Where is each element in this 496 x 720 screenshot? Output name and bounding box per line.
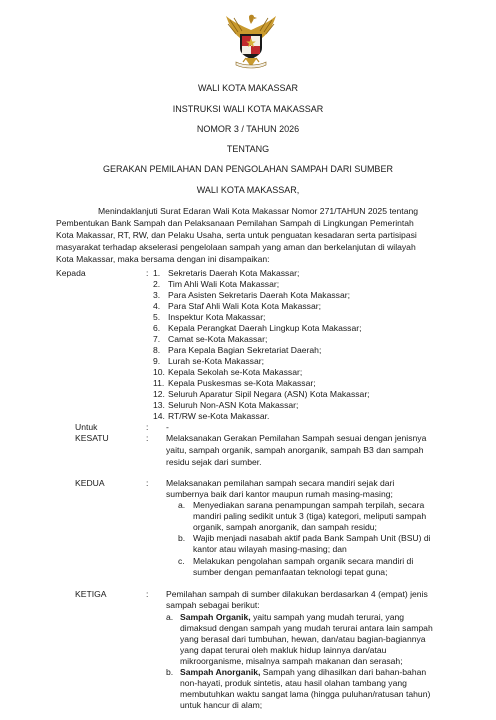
preamble-line: Menindaklanjuti Surat Edaran Wali Kota Makassar Nomor 271/TAHUN 2025 tentang (98, 206, 419, 216)
recipient-number: 8. (153, 345, 161, 355)
kedua-label: KEDUA (75, 478, 105, 488)
recipient-number: 14. (153, 411, 165, 421)
recipient-number: 1. (153, 268, 161, 278)
recipient-number: 6. (153, 323, 161, 333)
untuk-colon: : (146, 422, 149, 432)
document-number: NOMOR 3 / TAHUN 2026 (196, 124, 300, 134)
ketiga-item-line: yaitu sampah yang mudah terurai, yang (253, 612, 405, 622)
recipient-number: 13. (153, 400, 165, 410)
kedua-item-num: b. (178, 533, 186, 543)
preamble-line: Kota Makassar, RT, RW, dan Pelaku Usaha, serta untuk penguatan kesadaran serta partisipasi (56, 230, 417, 240)
ketiga-item-num: a. (166, 612, 174, 622)
ketiga-item-num: b. (166, 667, 174, 677)
ketiga-item-term: Sampah Anorganik, (180, 667, 261, 677)
recipient-number: 11. (153, 378, 165, 388)
kedua-line: Melaksanakan pemilahan sampah secara mandiri sejak dari (166, 478, 395, 488)
ketiga-item-line: dimaksud dengan sampah yang mudah terurai antara lain sampah (180, 623, 433, 633)
ketiga-label: KETIGA (75, 589, 107, 599)
recipient-name: Kepala Puskesmas se-Kota Makassar; (168, 378, 316, 388)
recipient-number: 5. (153, 312, 161, 322)
recipient-name: Tim Ahli Wali Kota Makassar; (168, 279, 280, 289)
ketiga-item-line: non-hayati, produk sintetis, atau hasil olahan tambang yang (180, 678, 407, 688)
preamble-line: Kota Makassar, maka bersama dengan ini disampaikan: (56, 254, 270, 264)
recipient-name: RT/RW se-Kota Makassar. (168, 411, 270, 421)
recipient-name: Para Staf Ahli Wali Kota Kota Makassar; (168, 301, 322, 311)
recipient-number: 7. (153, 334, 161, 344)
untuk-label: Untuk (75, 422, 98, 432)
document-type: INSTRUKSI WALI KOTA MAKASSAR (172, 104, 324, 114)
kedua-item-line: kantor atau wilayah masing-masing; dan (193, 544, 347, 554)
document-subject: GERAKAN PEMILAHAN DAN PENGOLAHAN SAMPAH DARI SUMBER (103, 164, 393, 174)
signer-heading: WALI KOTA MAKASSAR, (196, 185, 300, 195)
about-label: TENTANG (226, 144, 270, 154)
recipient-number: 2. (153, 279, 161, 289)
recipient-number: 12. (153, 389, 165, 399)
ketiga-item-line: untuk hancur di alam; (180, 700, 263, 710)
recipient-name: Kepala Sekolah se-Kota Makassar; (168, 367, 303, 377)
recipient-number: 3. (153, 290, 161, 300)
recipient-number: 4. (153, 301, 161, 311)
kedua-item-line: mandiri paling sedikit untuk 3 (tiga) kategori, meliputi sampah (193, 511, 427, 521)
recipient-name: Lurah se-Kota Makassar; (168, 356, 265, 366)
recipient-name: Inspektur Kota Makassar; (168, 312, 266, 322)
kesatu-label: KESATU (75, 433, 109, 443)
ketiga-item-line: Sampah yang dihasilkan dari bahan-bahan (262, 667, 427, 677)
recipient-name: Seluruh Aparatur Sipil Negara (ASN) Kota Makassar; (168, 389, 370, 399)
garuda-emblem (224, 12, 278, 70)
kedua-item-line: Wajib menjadi nasabah aktif pada Bank Sampah Unit (BSU) di (193, 533, 431, 543)
ketiga-item-line: yang dapat terurai oleh makluk hidup lainnya dan/atau (180, 645, 387, 655)
kepada-label: Kepada (56, 268, 86, 278)
preamble-line: Pembentukan Bank Sampah dan Pelaksanaan Pemilahan Sampah di Lingkungan Pemerintah (56, 218, 414, 228)
recipient-name: Seluruh Non-ASN Kota Makassar; (168, 400, 299, 410)
recipient-name: Kepala Perangkat Daerah Lingkup Kota Makassar; (168, 323, 362, 333)
ketiga-item-first-line (180, 612, 404, 623)
ketiga-item-line: membutuhkan waktu sangat lama (hingga puluhan/ratusan tahun) (180, 689, 431, 699)
kedua-item-num: c. (178, 556, 185, 566)
recipient-number: 9. (153, 356, 161, 366)
recipient-name: Para Asisten Sekretaris Daerah Kota Makassar; (168, 290, 350, 300)
recipient-name: Camat se-Kota Makassar; (168, 334, 268, 344)
kesatu-line: Melaksanakan Gerakan Pemilahan Sampah sesuai dengan jenisnya (166, 433, 427, 443)
preamble-line: masyarakat terhadap akselerasi pengelolaan sampah yang aman dan berkelanjutan di wilayah (56, 242, 416, 252)
kesatu-line: yaitu, sampah organik, sampah anorganik, sampah B3 dan sampah (166, 445, 424, 455)
kedua-item-line: organik, sampah anorganik, dan sampah residu; (193, 522, 377, 532)
kedua-item-line: Menyediakan sarana penampungan sampah terpilah, secara (193, 500, 425, 510)
ketiga-line: sampah sebagai berikut: (166, 600, 260, 610)
recipient-name: Para Kepala Bagian Sekretariat Daerah; (168, 345, 322, 355)
ketiga-colon: : (146, 589, 149, 599)
recipient-number: 10. (153, 367, 165, 377)
kedua-colon: : (146, 478, 149, 488)
kedua-item-line: sumber dengan pemanfaatan teknologi tepat guna; (193, 567, 388, 577)
kedua-item-line: Melakukan pengolahan sampah organik secara mandiri di (193, 556, 414, 566)
kesatu-colon: : (146, 433, 149, 443)
ketiga-item-line: yang berasal dari tumbuhan, hewan, dan/atau bagian-bagiannya (180, 634, 426, 644)
ketiga-item-term: Sampah Organik, (180, 612, 251, 622)
kedua-line: sumbernya baik dari kantor maupun rumah masing-masing; (166, 489, 393, 499)
kedua-item-num: a. (178, 500, 186, 510)
ketiga-item-line: mikroorganisme, misalnya sampah makanan dan serasah; (180, 656, 403, 666)
ketiga-item-first-line (180, 667, 426, 678)
untuk-value: - (166, 422, 169, 432)
kesatu-line: residu sejak dari sumber. (166, 457, 262, 467)
ketiga-line: Pemilahan sampah di sumber dilakukan berdasarkan 4 (empat) jenis (166, 589, 428, 599)
recipient-name: Sekretaris Daerah Kota Makassar; (168, 268, 300, 278)
issuer-heading: WALI KOTA MAKASSAR (197, 83, 299, 93)
kepada-colon: : (146, 268, 149, 278)
